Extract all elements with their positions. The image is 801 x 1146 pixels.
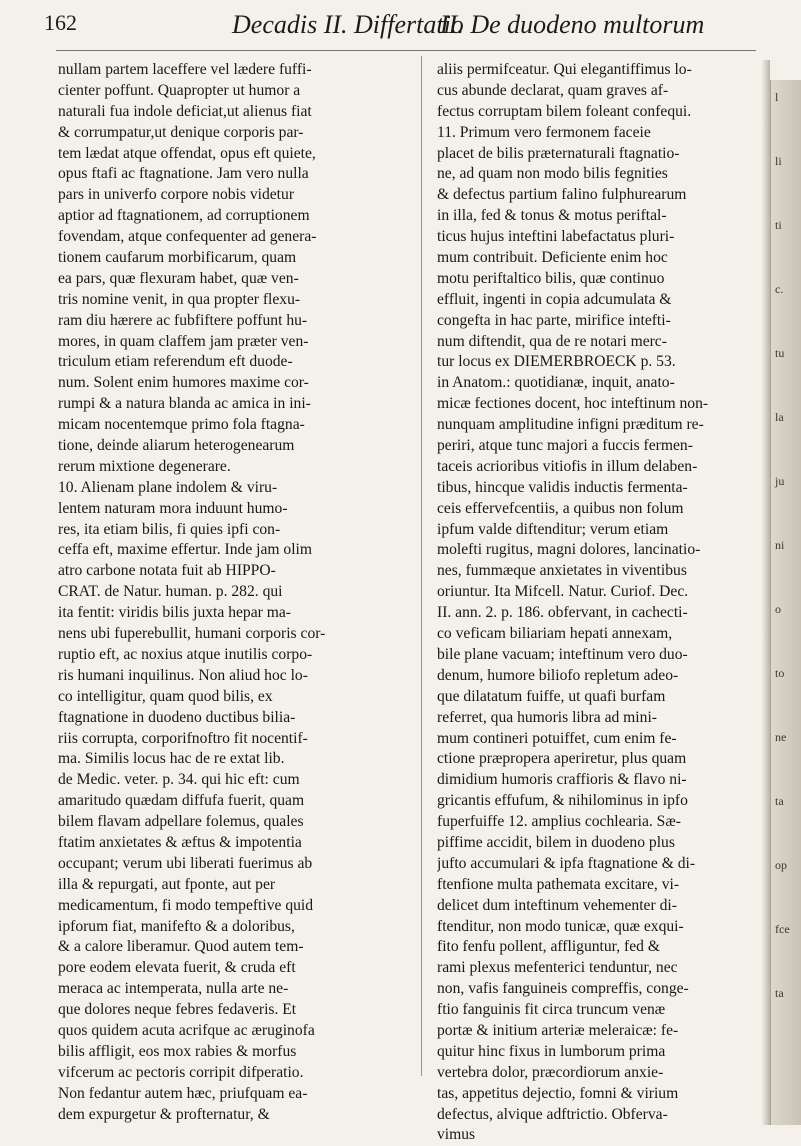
left-column-line: lentem naturam mora induunt humo- xyxy=(58,499,288,517)
header-right-title: II. De duodeno multorum xyxy=(440,10,705,39)
right-column-line: nes, fummæque anxietates in viventibus xyxy=(437,562,687,580)
right-column-line: portæ & initium arteriæ meleraicæ: fe- xyxy=(437,1021,679,1039)
left-column-line: quos quidem acuta acrifque ac æruginofa xyxy=(58,1021,315,1039)
left-column-line: pore eodem elevata fuerit, & cruda eft xyxy=(58,959,296,977)
right-column-line: tibus, hincque validis inductis fermenta- xyxy=(437,478,688,496)
adjacent-page-edge xyxy=(770,80,801,1125)
left-column-line: occupant; verum ubi liberati fuerimus ab xyxy=(58,854,313,872)
right-column-line: ipfum valde diftenditur; verum etiam xyxy=(437,520,669,538)
left-column-line: tris nomine venit, in qua propter flexu- xyxy=(58,290,301,308)
right-column-line: fito fenfu pollent, affliguntur, fed & xyxy=(437,938,660,956)
bleed-fragment: li xyxy=(775,154,782,168)
bleed-fragment: to xyxy=(775,666,785,680)
bleed-fragment: ni xyxy=(775,538,785,552)
left-column-line: co intelligitur, quam quod bilis, ex xyxy=(58,687,273,705)
right-column-line: congefta in hac parte, mirifice intefti- xyxy=(437,311,671,329)
left-column-line: pars in univerfo corpore nobis videtur xyxy=(58,186,295,204)
left-column-line: aptior ad ftagnationem, ad corruptionem xyxy=(58,207,310,225)
right-column-line: num diftendit, qua de re notari merc- xyxy=(437,332,667,350)
bleed-fragment: ta xyxy=(775,986,784,1000)
header-rule xyxy=(56,50,756,51)
left-column-line: meraca ac intemperata, nulla arte ne- xyxy=(58,980,289,998)
right-column xyxy=(437,60,762,1146)
right-column-line: vimus xyxy=(437,1126,476,1144)
right-column-line: placet de bilis præternaturali ftagnatio- xyxy=(437,144,680,162)
right-column-line: 11. Primum vero fermonem faceie xyxy=(437,123,651,141)
left-column-line: ita fentit: viridis bilis juxta hepar ma- xyxy=(58,604,291,622)
left-column-line: ipforum fiat, manifefto & a doloribus, xyxy=(58,917,295,935)
left-column-line: 10. Alienam plane indolem & viru- xyxy=(58,478,278,496)
bleed-fragment: c. xyxy=(775,282,784,296)
right-column-line: referret, qua humoris libra ad mini- xyxy=(437,708,657,726)
left-column-line: micam nocentemque primo fola ftagna- xyxy=(58,416,305,434)
left-column-line: num. Solent enim humores maxime cor- xyxy=(58,374,309,392)
bleed-fragment: ta xyxy=(775,794,784,808)
column-divider xyxy=(421,56,422,1076)
left-column-line: ceffa eft, maxime effertur. Inde jam olim xyxy=(58,541,313,559)
right-column-line: micæ fectiones docent, hoc inteftinum non- xyxy=(437,395,709,413)
left-column-line: & corrumpatur,ut denique corporis par- xyxy=(58,123,304,141)
left-column-line: triculum etiam referendum eft duode- xyxy=(58,353,293,371)
page-number: 162 xyxy=(44,10,77,35)
right-column-line: co veficam biliariam hepati annexam, xyxy=(437,625,673,643)
right-column-line: denum, humore biliofo repletum adeo- xyxy=(437,666,679,684)
bleed-fragment: ju xyxy=(775,474,785,488)
right-column-line: que dilatatum fuiffe, ut quafi burfam xyxy=(437,687,666,705)
left-column-line: bilis affligit, eos mox rabies & morfus xyxy=(58,1042,297,1060)
left-column-line: rerum mixtione degenerare. xyxy=(58,457,231,475)
right-column-line: molefti rugitus, magni dolores, lancinatio- xyxy=(437,541,701,559)
right-column-line: non, vafis fanguineis compreffis, conge- xyxy=(437,980,689,998)
left-column-line: medicamentum, fi modo tempeftive quid xyxy=(58,896,314,914)
left-column-line: vifcerum ac pectoris corripit difperatio. xyxy=(58,1063,304,1081)
right-column-line: mum contineri potuiffet, cum enim fe- xyxy=(437,729,677,747)
bleed-fragment: la xyxy=(775,410,784,424)
left-column-line: ruptio eft, ac noxius atque inutilis corpo- xyxy=(58,645,313,663)
bleed-fragment: ti xyxy=(775,218,782,232)
right-column-line: vertebra dolor, præcordiorum anxie- xyxy=(437,1063,664,1081)
right-column-line: & defectus partium falino fulphurearum xyxy=(437,186,687,204)
left-column-line: ma. Similis locus hac de re extat lib. xyxy=(58,750,285,768)
bleed-fragment: tu xyxy=(775,346,785,360)
header-left-title: Decadis II. Differtatio xyxy=(232,10,464,39)
right-column-line: delicet dum inteftinum vehementer di- xyxy=(437,896,677,914)
running-header xyxy=(0,10,801,46)
right-column-line: nunquam amplitudine infigni præditum re- xyxy=(437,416,704,434)
right-column-line: tas, appetitus dejectio, fomni & virium xyxy=(437,1084,679,1102)
right-column-line: periri, atque tunc majori a fuccis fermen- xyxy=(437,437,693,455)
left-column-line: res, ita etiam bilis, fi quies ipfi con- xyxy=(58,520,281,538)
left-column-line: illa & repurgati, aut fponte, aut per xyxy=(58,875,276,893)
left-column-line: ea pars, quæ flexuram habet, quæ ven- xyxy=(58,269,299,287)
left-column-line: & a calore liberamur. Quod autem tem- xyxy=(58,938,304,956)
page-fold-shadow xyxy=(762,60,770,1125)
right-column-line: ftenditur, non modo tunicæ, quæ exqui- xyxy=(437,917,684,935)
right-column-line: II. ann. 2. p. 186. obfervant, in cachecti- xyxy=(437,604,688,622)
left-column-line: cienter poffunt. Quapropter ut humor a xyxy=(58,81,301,99)
right-column-line: dimidium humoris craffioris & flavo ni- xyxy=(437,771,687,789)
left-column-line: dem expurgetur & profternatur, & xyxy=(58,1105,270,1123)
right-column-line: ftenfione multa pathemata excitare, vi- xyxy=(437,875,680,893)
right-column-line: ne, ad quam non modo bilis fegnities xyxy=(437,165,668,183)
left-column-line: rumpi & a natura blanda ac amica in ini- xyxy=(58,395,311,413)
left-column-line: tione, deinde aliarum heterogenearum xyxy=(58,437,295,455)
left-column-line: tionem caufarum morbificarum, quam xyxy=(58,249,297,267)
left-column-line: fovendam, atque confequenter ad genera- xyxy=(58,228,317,246)
left-column-line: ftatim anxietates & æftus & impotentia xyxy=(58,833,302,851)
bleed-fragment: op xyxy=(775,858,787,872)
left-column-line: CRAT. de Natur. human. p. 282. qui xyxy=(58,583,283,601)
left-column-line: amaritudo quædam diffufa fuerit, quam xyxy=(58,792,305,810)
left-column-line: bilem flavam adpellare folemus, quales xyxy=(58,813,304,831)
right-column-line: aliis permifceatur. Qui elegantiffimus lo- xyxy=(437,61,692,78)
right-column-line: fuperfuiffe 12. amplius cochlearia. Sæ- xyxy=(437,813,681,831)
right-column-line: in Anatom.: quotidianæ, inquit, anato- xyxy=(437,374,675,392)
left-column-line: riis corrupta, corporifnoftro fit nocentif- xyxy=(58,729,308,747)
left-column-line: opus ftafi ac ftagnatione. Jam vero nulla xyxy=(58,165,309,183)
right-column-line: ceis effervefcentiis, a quibus non folum xyxy=(437,499,684,517)
left-column-line: nullam partem laceffere vel lædere fuffi- xyxy=(58,61,312,78)
left-column-line: nens ubi fuperebullit, humani corporis cor- xyxy=(58,625,326,643)
right-column-line: fectus corruptam bilem foleant confequi. xyxy=(437,102,692,120)
left-column-line: de Medic. veter. p. 34. qui hic eft: cum xyxy=(58,771,300,789)
right-column-line: piffime accidit, bilem in duodeno plus xyxy=(437,833,675,851)
right-column-line: in illa, fed & tonus & motus periftal- xyxy=(437,207,667,225)
right-column-line: quitur hinc fixus in lumborum prima xyxy=(437,1042,666,1060)
right-column-line: ticus hujus inteftini labefactatus pluri- xyxy=(437,228,675,246)
left-column-line: ris humani inquilinus. Non aliud hoc lo- xyxy=(58,666,308,684)
right-column-line: taceis acrioribus vitiofis in illum delaben- xyxy=(437,457,698,475)
left-column-line: ftagnatione in duodeno ductibus bilia- xyxy=(58,708,296,726)
left-column-line: que dolores neque febres fedaveris. Et xyxy=(58,1001,297,1019)
left-column-line: atro carbone notata fuit ab HIPPO- xyxy=(58,562,276,580)
bleed-fragment: o xyxy=(775,602,781,616)
right-column-line: cus abunde declarat, quam graves af- xyxy=(437,81,669,99)
right-column-line: rami plexus mefenterici tenduntur, nec xyxy=(437,959,678,977)
right-column-line: ctione præpropera aperiretur, plus quam xyxy=(437,750,687,768)
right-column-line: defectus, alvique adftrictio. Obferva- xyxy=(437,1105,668,1123)
left-column-line: Non fedantur autem hæc, priufquam ea- xyxy=(58,1084,308,1102)
bleed-fragment: ne xyxy=(775,730,787,744)
left-column-line: tem lædat atque offendat, opus eft quiete, xyxy=(58,144,316,162)
left-column-line: mores, in quam claffem jam præter ven- xyxy=(58,332,309,350)
bleed-fragment: fce xyxy=(775,922,790,936)
right-column-line: effluit, ingenti in copia adcumulata & xyxy=(437,290,672,308)
right-column-line: mum contribuit. Deficiente enim hoc xyxy=(437,249,668,267)
right-column-line: jufto accumulari & ipfa ftagnatione & di- xyxy=(437,854,696,872)
right-column-line: bile plane vacuam; inteftinum vero duo- xyxy=(437,645,688,663)
bleed-fragment: l xyxy=(775,90,779,104)
right-column-line: ftio fanguinis fit circa truncum venæ xyxy=(437,1001,666,1019)
right-column-line: tur locus ex DIEMERBROECK p. 53. xyxy=(437,353,676,371)
right-column-line: oriuntur. Ita Mifcell. Natur. Curiof. Dec. xyxy=(437,583,689,601)
right-column-line: motu periftaltico bilis, quæ continuo xyxy=(437,269,665,287)
left-column xyxy=(58,60,403,1125)
right-column-line: gricantis effufum, & nihilominus in ipfo xyxy=(437,792,688,810)
left-column-line: ram diu hærere ac fubfiftere poffunt hu- xyxy=(58,311,308,329)
left-column-line: naturali fua indole deficiat,ut alienus fiat xyxy=(58,102,312,120)
